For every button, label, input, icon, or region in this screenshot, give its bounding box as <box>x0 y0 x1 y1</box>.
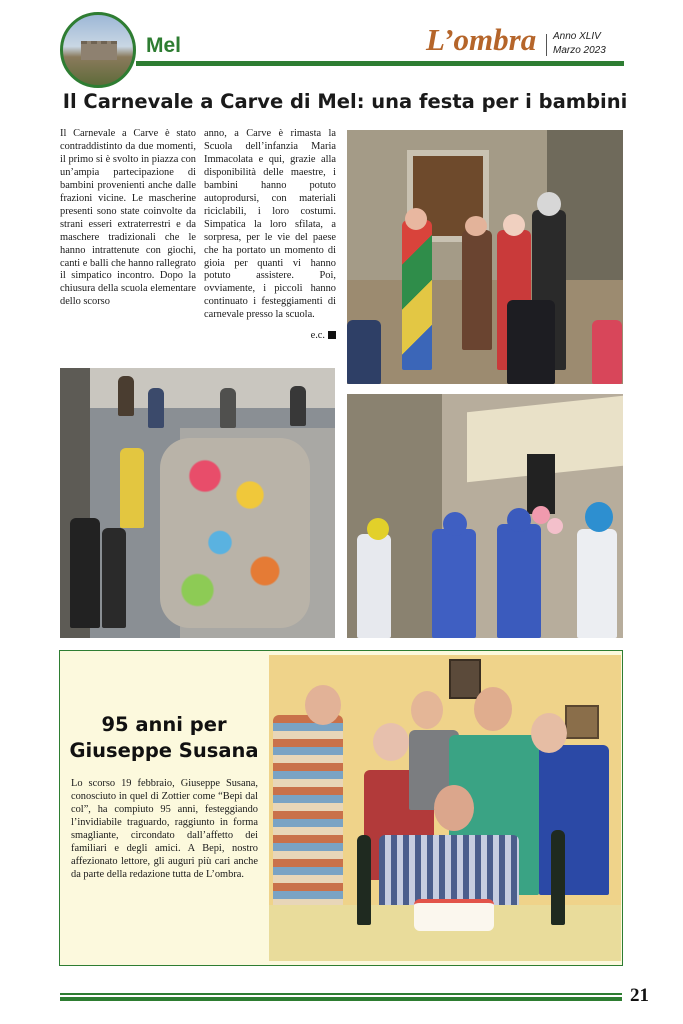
issue-year: Anno XLIV <box>553 31 601 42</box>
photo-family-birthday <box>269 655 621 961</box>
article-headline: Il Carnevale a Carve di Mel: una festa per i bambini <box>62 90 628 113</box>
photo-children-parade <box>60 368 335 638</box>
end-mark-icon <box>328 331 336 339</box>
header-rule <box>136 61 624 66</box>
section-title: Mel <box>146 34 182 57</box>
birthday-title <box>66 712 262 764</box>
masthead-logo: L’ombra <box>426 22 537 57</box>
article-column-1: Il Carnevale a Carve è stato contraddistinto da due momenti, il primo si è svolto in piazza con un’ampia partecipazione di bambini provenienti anche dalle frazioni vicine. Le mascherine presenti sono state coinvolte da strani esseri extraterrestri e da maschere tradizionali che le hanno intrattenute con giochi, canti e balli che hanno rallegrato il simpatico incontro. Dopo la chiusura della scuola elementare dello scorso <box>60 128 196 308</box>
castle-illustration <box>81 41 117 60</box>
article-signature <box>280 330 336 343</box>
birthday-title-line1: 95 anni per <box>101 713 227 736</box>
header-divider <box>546 34 547 56</box>
photo-extraterrestrial-costumes <box>347 394 623 638</box>
birthday-title-line2: Giuseppe Susana <box>69 739 259 762</box>
birthday-text: Lo scorso 19 febbraio, Giuseppe Susana, conosciuto in quel di Zottier come “Bepi dal col”, ha compiuto 95 anni, festeggiando l’invidiabile traguardo, raggiunto in forma smagliante, circondato dall’affetto dei familiari e degli amici. A Bepi, nostro affezionato lettore, gli auguri più cari anche da parte della redazione tutta de L’ombra. <box>71 778 258 880</box>
section-logo-photo <box>60 12 136 88</box>
signature-text: e.c. <box>310 330 325 341</box>
photo-carnival-masks-square <box>347 130 623 384</box>
footer-rule-thick <box>60 997 622 1001</box>
article-column-2: anno, a Carve è rimasta la Scuola dell’infanzia Maria Immacolata e qui, grazie alla disponibilità delle maestre, i bambini hanno potuto autoprodursi, con materiali riciclabili, i loro costumi. Simpatica la loro sfilata, a sorpresa, per le vie del paese che ha portato un momento di gioia per quanti vi hanno potuto assistere. Poi, ovviamente, i piccoli hanno continuato i festeggiamenti di carnevale presso la scuola. <box>204 128 336 321</box>
page-number: 21 <box>630 985 649 1006</box>
issue-date: Marzo 2023 <box>553 45 606 56</box>
footer-rule-thin <box>60 993 622 995</box>
